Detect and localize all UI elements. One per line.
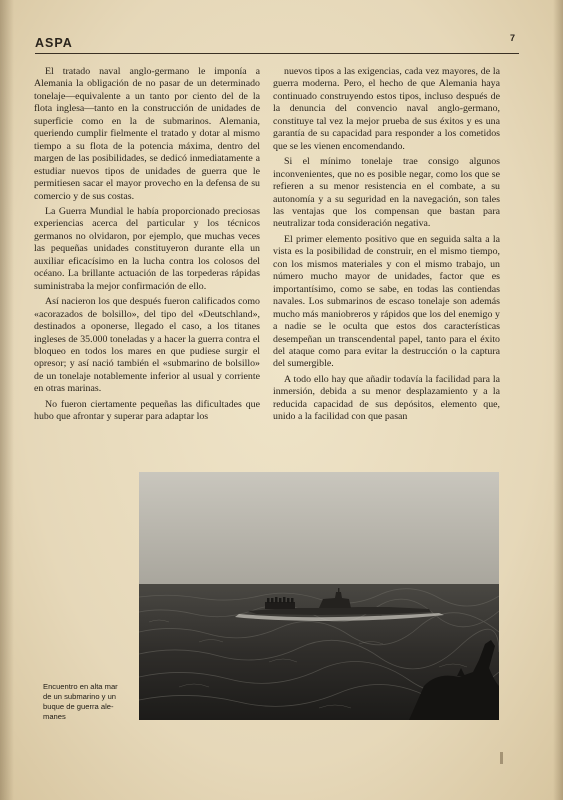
submarine-photo-image <box>139 472 499 720</box>
paragraph: El tratado naval anglo-germano le imponía a Alemania la obligación de no pasar de un determinado tonelaje—equivalente a un tanto por ciento del de la flota inglesa—tanto en la construcción de unidades de superficie como en la de submarinos. Alemania, queriendo cumplir fielmente el tratado y dotar al mismo tiempo a su flota de la potencia máxima, dentro del margen de las posibilidades, se dedicó inmediatamente a estudiar nuevos tipos de unidades de guerra que le permitiesen sacar el mayor provecho en la defensa de su comercio y de sus costas. <box>34 66 260 202</box>
paragraph: El primer elemento positivo que en seguida salta a la vista es la posibilidad de construir, en el mismo tiempo, con los mismos materiales y con el mismo trabajo, un número mucho mayor de unidades, factor que es importantísimo, como se sabe, en todas las contiendas navales. Los submarinos de escaso tonelaje son además mucho más maniobreros y rápidos que los del enemigo y a nadie se le oculta que estos dos características desempeñan un transcendental papel, tanto para el éxito del ataque como para evitar la destrucción o la captura del sumergible. <box>273 233 500 370</box>
paragraph: La Guerra Mundial le había proporcionado preciosas experiencias acerca del particular y los técnicos germanos no olvidaron, por ejemplo, que muchas veces las pequeñas unidades constituyeron durante ella un auxiliar eficacísimo en la lucha contra los colosos del océano. La brillante actuación de las torpederas rápidas suministraba la mejor confirmación de ello. <box>34 205 260 292</box>
magazine-title: ASPA <box>35 36 73 50</box>
header-rule <box>35 53 519 54</box>
right-column <box>273 66 500 427</box>
caption-line: Encuentro en alta mar <box>43 682 118 691</box>
page-header <box>35 33 515 50</box>
page-edge-shadow-right <box>553 0 563 800</box>
left-column <box>34 66 260 427</box>
caption-line: de un submarino y un <box>43 692 117 701</box>
paragraph: No fueron ciertamente pequeñas las dificultades que hubo que afrontar y superar para adaptar los <box>34 398 260 423</box>
paragraph: nuevos tipos a las exigencias, cada vez mayores, de la guerra moderna. Pero, el hecho de que Alemania haya continuado construyendo estos tipos, incluso después de la denuncia del convencio naval anglo-germano, constituye tal vez la mejor prueba de sus éxitos y es una garantía de su capacidad para responder a los cometidos que se les vienen encomendando. <box>273 66 500 152</box>
photo-caption <box>43 682 138 722</box>
page-number: 7 <box>509 33 515 43</box>
paragraph: Así nacieron los que después fueron calificados como «acorazados de bolsillo», del tipo del «Deutschland», destinados a oponerse, llegado el caso, a los titanes ingleses de 35.000 toneladas y a hacer la guerra contra el bloqueo en todos los mares en que pudiese surgir el opresor; y así nació también el «submarino de bolsillo» de un tonelaje notablemente inferior al usual y corriente en otras marinas. <box>34 296 260 395</box>
caption-line: manes <box>43 712 66 721</box>
paragraph: A todo ello hay que añadir todavía la facilidad para la inmersión, debida a su menor desplazamiento y a la reducida capacidad de sus depósitos, elemento que, unido a la facilidad con que pasan <box>273 373 500 423</box>
submarine-photo <box>139 472 499 720</box>
page-edge-shadow <box>0 0 14 800</box>
paper-mark <box>500 752 503 764</box>
caption-line: buque de guerra ale- <box>43 702 114 711</box>
paragraph: Si el mínimo tonelaje trae consigo algunos inconvenientes, que no es posible negar, como los que se refieren a su menor resistencia en el combate, a su autonomía y a su seguridad en la navegación, son tales las ventajas que los compensan que bastan para neutralizar toda consideración negativa. <box>273 156 500 230</box>
